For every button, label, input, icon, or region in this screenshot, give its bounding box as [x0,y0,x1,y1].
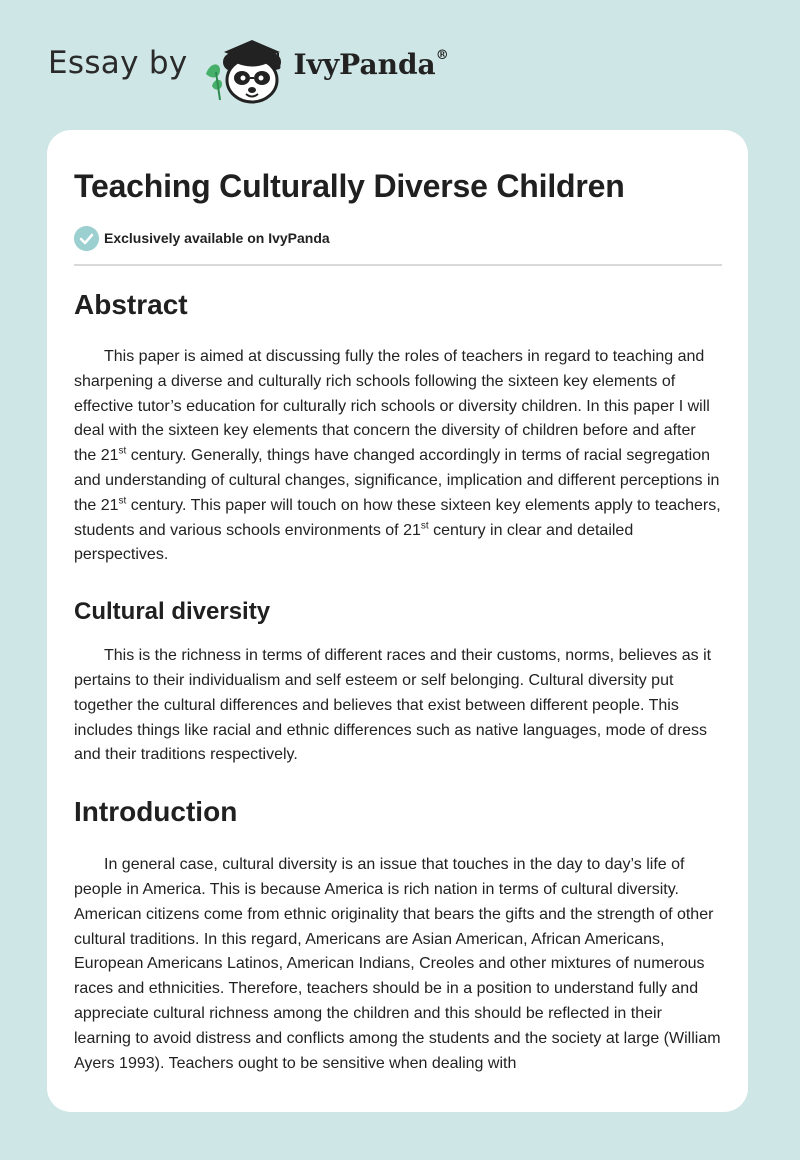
check-icon [74,226,99,251]
brand-logo[interactable] [48,30,449,110]
brand-name: IvyPanda® [293,47,449,81]
exclusive-badge [74,224,722,252]
abstract-heading: Abstract [74,289,188,320]
brand-prefix: Essay by [48,45,188,81]
introduction-paragraph: In general case, cultural diversity is an issue that touches in the day to day’s life of people in America. This is because America is rich nation in terms of cultural diversity. American citizens come from ethnic originality that bears the gifts and the strength of other cultural traditions. In this regard, Americans are Asian American, African Americans, European Americans Latinos, American Indians, Creoles and other mixtures of numerous races and ethnicities. Therefore, teachers should be in a position to understand fully and appreciate cultural richness among the children and this should be reflected in their learning to avoid distress and conflicts among the students and the society at large (William Ayers 1993). Teachers ought to be sensitive when dealing with [74,856,721,1072]
exclusive-label: Exclusively available on IvyPanda [104,230,330,246]
introduction-heading: Introduction [74,796,238,828]
essay-card [47,130,748,1112]
cultural-diversity-paragraph: This is the richness in terms of different races and their customs, norms, believes as it pertains to their individualism and self esteem or self belonging. Cultural diversity put together the cultural differences and believes that exist between different people. This includes things like racial and ethnic differences such as native languages, mode of dress and their traditions respectively. [74,647,712,764]
panda-logo-icon [202,30,292,110]
cultural-diversity-heading: Cultural diversity [74,598,271,626]
divider [74,264,722,266]
page-title: Teaching Culturally Diverse Children [74,168,625,204]
abstract-paragraph: This paper is aimed at discussing fully the roles of teachers in regard to teaching and sharpening a diverse and culturally rich schools following the sixteen key elements of effective tutor’s education for culturally rich schools or diversity children. In this paper I will deal with the sixteen key elements that concern the diversity of children before and after the 21st century. Generally, things have changed accordingly in terms of racial segregation and understanding of cultural changes, significance, implication and different perceptions in the 21st century. This paper will touch on how these sixteen key elements apply to teachers, students and various schools environments of 21st century in clear and detailed perspectives. [74,348,721,564]
